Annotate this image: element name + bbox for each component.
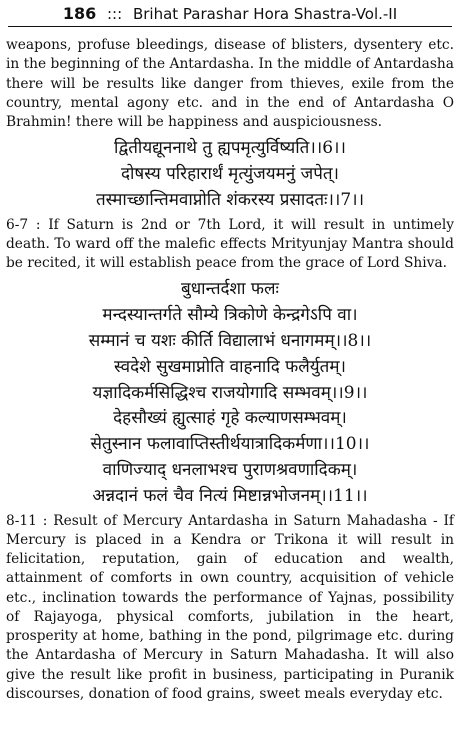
verse-line: तस्माच्छान्तिमवाप्नोति शंकरस्य प्रसादतः।।7।। [95, 189, 365, 210]
page-content [6, 36, 454, 704]
verse-line: मन्दस्यान्तर्गते सौम्ये त्रिकोणे केन्द्रगेऽपि वा। [102, 305, 358, 326]
verse-line: दोषस्य परिहारार्थं मृत्युंजयमनुं जपेत्। [120, 164, 340, 185]
page-number: 186 [62, 4, 97, 23]
verse-line: देहसौख्यं ह्युत्साहं गृहे कल्याणसम्भवम्। [113, 408, 347, 429]
verse-line: अन्नदानं फलं चैव नित्यं मिष्टान्नभोजनम्।।11।। [92, 485, 368, 506]
page-header [8, 2, 452, 27]
sanskrit-verses-6-7 [6, 136, 454, 213]
verse-line: यज्ञादिकर्मसिद्धिश्च राजयोगादि सम्भवम्।।9।। [92, 382, 368, 403]
verse-heading: बुधान्तर्दशा फलः [181, 279, 279, 300]
verse-line: स्वदेशे सुखमाप्नोति वाहनादि फलैर्युतम्। [114, 356, 346, 377]
verse-line: सम्मानं च यशः कीर्ति विद्यालाभं धनागमम्।।8।। [88, 330, 372, 351]
sanskrit-verses-8-11 [6, 277, 454, 509]
verse-line: वाणिज्याद् धनलाभश्च पुराणश्रवणादिकम्। [102, 459, 358, 480]
header-separator: ::: [107, 5, 123, 23]
book-title: Brihat Parashar Hora Shastra-Vol.-II [132, 5, 398, 23]
paragraph-1: weapons, profuse bleedings, disease of blisters, dysentery etc. in the beginning of the Antardasha. In the middle of Antardasha there will be results like danger from thieves, exile from the country, mental agony etc. and in the end of Antardasha O Brahmin! there will be happiness and auspiciousness. [6, 37, 454, 130]
paragraph-3: 8-11 : Result of Mercury Antardasha in Saturn Mahadasha - If Mercury is placed in a Kendra or Trikona it will result in felicitation, reputation, gain of education and wealth, attainment of comforts in own country, acquisition of vehicle etc., inclination towards the performance of Yajnas, possibility of Rajayoga, physical comforts, jubilation in the heart, prosperity at home, bathing in the pond, pilgrimage etc. during the Antardasha of Mercury in Saturn Mahadasha. It will also give the result like profit in business, participating in Puranik discourses, donation of food grains, sweet meals everyday etc. [6, 512, 454, 702]
verse-line: सेतुस्नान फलावाप्तिस्तीर्थयात्रादिकर्मणा।।10।। [90, 434, 370, 455]
verse-line: द्वितीयद्यूननाथे तु ह्यपमृत्युर्विष्यति।।6।। [114, 138, 346, 159]
paragraph-2: 6-7 : If Saturn is 2nd or 7th Lord, it will result in untimely death. To ward off the malefic effects Mrityunjay Mantra should be recited, it will establish peace from the grace of Lord Shiva. [6, 216, 454, 272]
